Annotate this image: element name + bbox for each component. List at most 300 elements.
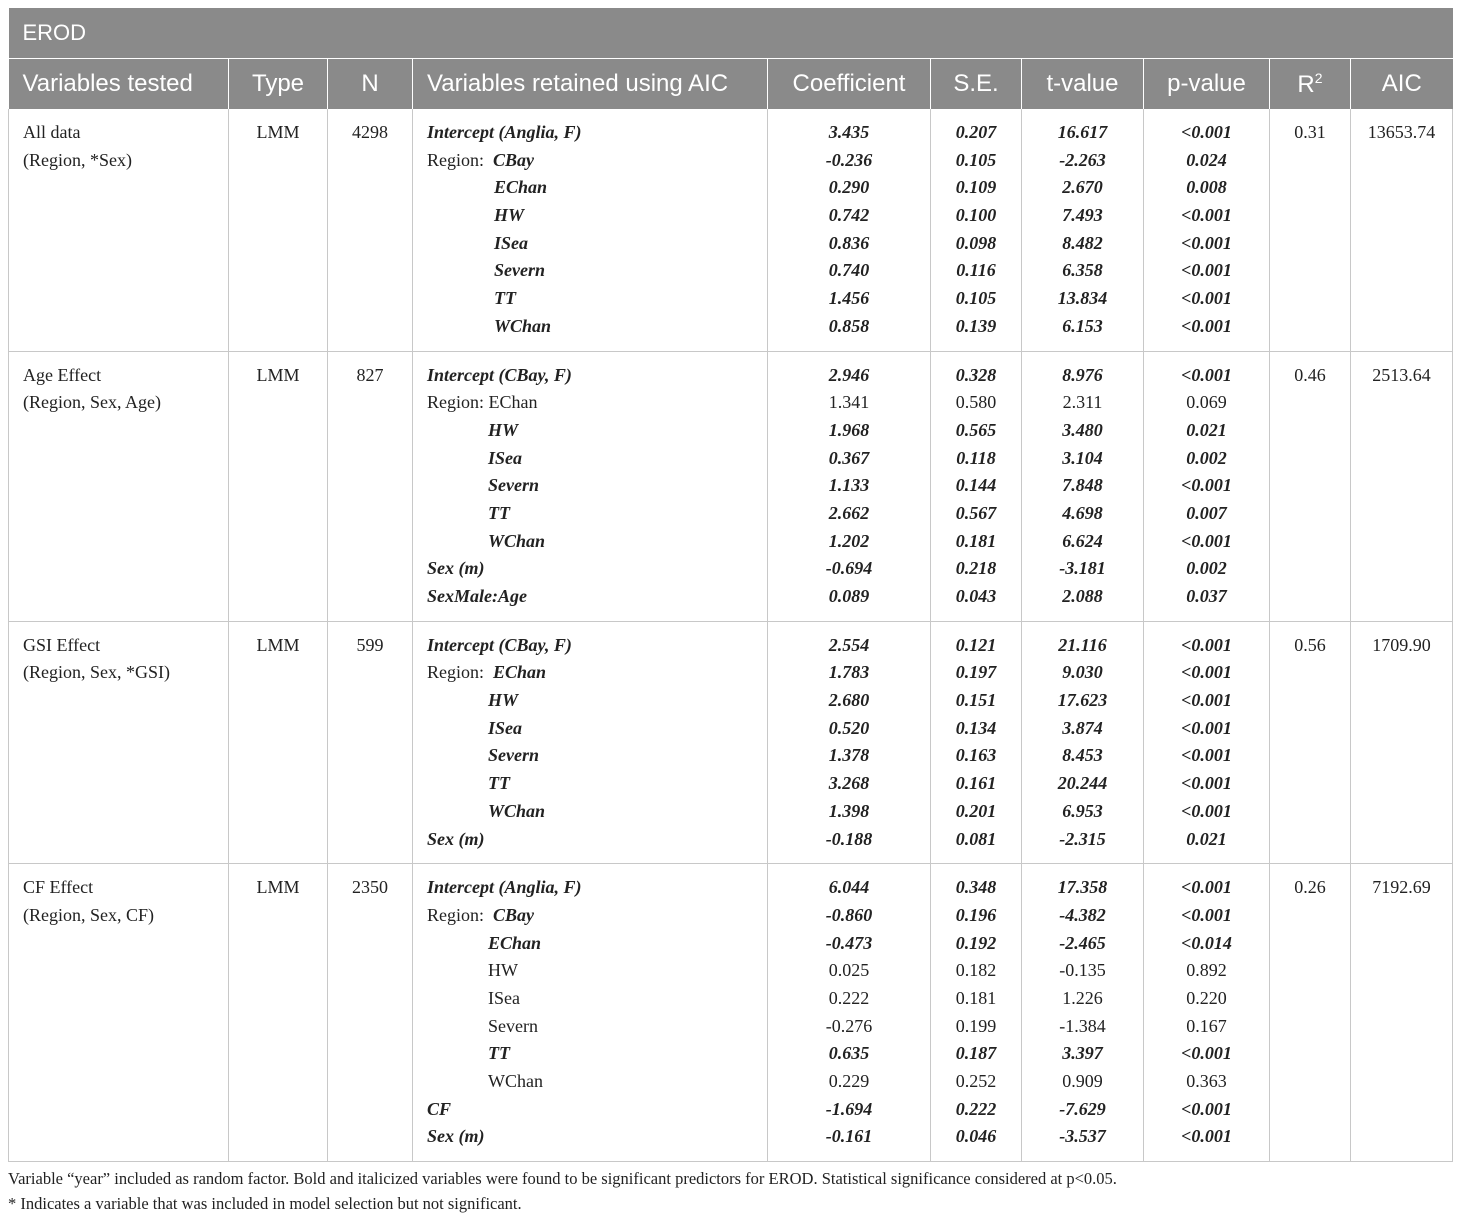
p-value: <0.001 [1181, 1126, 1232, 1147]
sample-size: 2350 [352, 877, 388, 898]
cell-n [328, 621, 413, 864]
coefficient-value: 1.456 [828, 288, 870, 309]
variable-name: ISea [488, 717, 523, 738]
header-se: S.E. [931, 59, 1022, 110]
header-variables-retained: Variables retained using AIC [413, 59, 768, 110]
se-value: 0.207 [955, 122, 997, 142]
retained-variable [427, 285, 767, 313]
variable-name: WChan [488, 800, 546, 821]
header-r-squared-sup: 2 [1314, 69, 1323, 86]
se-value: 0.567 [955, 502, 997, 523]
cell-t-value [1022, 109, 1144, 351]
t-value: 2.670 [1062, 177, 1103, 198]
t-value: -3.181 [1059, 558, 1106, 579]
t-value: 16.617 [1057, 122, 1108, 142]
coefficient-value: 1.783 [828, 662, 870, 683]
coefficient-value: 0.089 [828, 586, 870, 606]
retained-variable [427, 826, 767, 854]
t-value: 17.623 [1057, 690, 1108, 711]
cell-variables-tested [9, 621, 229, 864]
se-value: 0.328 [955, 364, 997, 385]
coefficient-value: 0.222 [828, 987, 870, 1008]
se-value: 0.580 [955, 392, 997, 413]
p-value: <0.001 [1181, 717, 1232, 738]
t-value: -0.135 [1059, 960, 1106, 981]
variable-name: EChan [488, 932, 542, 953]
coefficient-value: 1.133 [828, 475, 870, 496]
retained-variable [427, 313, 767, 341]
se-value: 0.201 [955, 800, 997, 821]
se-value: 0.187 [955, 1043, 997, 1064]
coefficient-value: 3.435 [828, 122, 870, 142]
model-type: LMM [256, 122, 300, 142]
p-value: <0.001 [1181, 1043, 1232, 1064]
aic-value: 2513.64 [1372, 364, 1431, 385]
r-squared-value: 0.26 [1294, 877, 1326, 898]
cell-coefficient [768, 351, 931, 621]
retained-variable [427, 389, 767, 417]
retained-variable [427, 555, 767, 583]
cell-r-squared [1270, 109, 1351, 351]
t-value: -7.629 [1059, 1098, 1106, 1119]
header-aic: AIC [1351, 59, 1453, 110]
coefficient-value: -0.473 [825, 932, 873, 953]
retained-variable [427, 1068, 767, 1096]
t-value: 4.698 [1062, 502, 1103, 523]
cell-n [328, 864, 413, 1162]
variable-name: TT [488, 502, 510, 523]
cell-aic [1351, 864, 1453, 1162]
t-value: -2.315 [1059, 828, 1106, 849]
header-coefficient: Coefficient [768, 59, 931, 110]
retained-variable [427, 119, 767, 147]
p-value: 0.069 [1186, 392, 1227, 413]
header-n: N [328, 59, 413, 110]
sample-size: 4298 [352, 122, 388, 142]
se-value: 0.105 [955, 149, 997, 170]
erod-results-table [8, 8, 1453, 1162]
cell-r-squared [1270, 351, 1351, 621]
cell-variables-retained [413, 864, 768, 1162]
se-value: 0.151 [955, 690, 997, 711]
r-squared-value: 0.56 [1294, 634, 1326, 655]
cell-se [931, 351, 1022, 621]
footnote-1: Variable “year” included as random factor. Bold and italicized variables were found to be significant predictors for EROD. Statistical significance considered at p<0.05. [8, 1169, 1117, 1188]
p-value: <0.001 [1181, 634, 1232, 655]
p-value: <0.001 [1181, 475, 1232, 496]
t-value: 3.104 [1062, 447, 1103, 468]
model-type: LMM [256, 634, 300, 655]
coefficient-value: 0.229 [828, 1071, 870, 1091]
retained-variable [427, 147, 767, 175]
model-group [9, 109, 1453, 351]
cell-aic [1351, 109, 1453, 351]
se-value: 0.565 [955, 419, 997, 440]
coefficient-value: 1.202 [828, 530, 870, 551]
p-value: <0.001 [1181, 232, 1232, 253]
model-type: LMM [256, 364, 300, 385]
retained-variable [427, 230, 767, 258]
se-value: 0.081 [955, 828, 997, 849]
coefficient-value: 0.836 [828, 232, 870, 253]
header-type: Type [229, 59, 328, 110]
retained-variable [427, 1096, 767, 1124]
variable-name: HW [494, 205, 525, 226]
t-value: 7.493 [1062, 205, 1103, 226]
p-value: 0.024 [1186, 149, 1227, 170]
p-value: 0.007 [1186, 502, 1227, 523]
variable-name: Sex (m) [427, 558, 485, 579]
coefficient-value: 0.520 [828, 717, 870, 738]
p-value: 0.220 [1186, 987, 1227, 1008]
model-variables: (Region, Sex, *GSI) [23, 662, 170, 683]
p-value: 0.037 [1186, 586, 1227, 606]
coefficient-value: 0.742 [828, 205, 870, 226]
cell-p-value [1144, 621, 1270, 864]
se-value: 0.218 [955, 558, 997, 579]
coefficient-value: 1.341 [828, 392, 870, 413]
se-value: 0.134 [955, 717, 997, 738]
coefficient-value: 0.740 [828, 260, 870, 281]
cell-variables-retained [413, 351, 768, 621]
footnote-2: * Indicates a variable that was included in model selection but not significant. [8, 1194, 522, 1213]
t-value: 6.624 [1062, 530, 1103, 551]
coefficient-value: -0.860 [825, 904, 873, 925]
cell-n [328, 351, 413, 621]
t-value: 3.480 [1062, 419, 1103, 440]
retained-variable [427, 957, 767, 985]
variable-name: CF [427, 1098, 452, 1119]
cell-variables-tested [9, 351, 229, 621]
t-value: 2.311 [1062, 392, 1103, 413]
t-value: 9.030 [1062, 662, 1103, 683]
region-prefix: Region: [427, 904, 493, 925]
sample-size: 827 [356, 364, 384, 385]
p-value: 0.021 [1186, 828, 1227, 849]
variable-name: HW [488, 690, 519, 711]
p-value: 0.002 [1186, 558, 1227, 579]
retained-variable [427, 528, 767, 556]
variable-name: SexMale:Age [427, 586, 527, 606]
t-value: 1.226 [1062, 987, 1103, 1008]
cell-variables-tested [9, 109, 229, 351]
cell-n [328, 109, 413, 351]
cell-p-value [1144, 864, 1270, 1162]
retained-variable [427, 985, 767, 1013]
model-name: GSI Effect [23, 634, 101, 655]
cell-type [229, 109, 328, 351]
variable-name: Severn [488, 475, 539, 496]
retained-variable [427, 202, 767, 230]
header-r-squared [1270, 59, 1351, 110]
se-value: 0.163 [955, 745, 997, 766]
retained-variable [427, 174, 767, 202]
p-value: 0.892 [1186, 960, 1227, 981]
t-value: 6.953 [1062, 800, 1103, 821]
r-squared-value: 0.46 [1294, 364, 1326, 385]
model-name: All data [23, 122, 81, 142]
p-value: <0.001 [1181, 288, 1232, 309]
retained-variable [427, 445, 767, 473]
coefficient-value: 1.968 [828, 419, 870, 440]
cell-variables-tested [9, 864, 229, 1162]
variable-name: Intercept (CBay, F) [427, 634, 572, 655]
variable-name: TT [488, 1043, 510, 1064]
retained-variable [427, 583, 767, 611]
t-value: 21.116 [1058, 634, 1107, 655]
se-value: 0.109 [955, 177, 997, 198]
se-value: 0.118 [956, 447, 996, 468]
table-header-row [9, 59, 1453, 110]
p-value: <0.001 [1181, 877, 1232, 898]
retained-variable [427, 687, 767, 715]
p-value: 0.167 [1186, 1015, 1227, 1036]
se-value: 0.199 [955, 1015, 997, 1036]
se-value: 0.105 [955, 288, 997, 309]
t-value: 0.909 [1062, 1071, 1103, 1091]
cell-t-value [1022, 864, 1144, 1162]
coefficient-value: 2.946 [828, 364, 870, 385]
aic-value: 7192.69 [1372, 877, 1431, 898]
coefficient-value: 1.378 [828, 745, 870, 766]
model-group [9, 351, 1453, 621]
coefficient-value: -0.188 [825, 828, 873, 849]
r-squared-value: 0.31 [1294, 122, 1326, 142]
coefficient-value: 3.268 [828, 773, 870, 794]
cell-t-value [1022, 621, 1144, 864]
variable-name: Severn [488, 1015, 538, 1036]
t-value: 17.358 [1057, 877, 1108, 898]
variable-name: WChan [488, 1071, 543, 1091]
model-group [9, 864, 1453, 1162]
table-title-row [9, 8, 1453, 59]
region-prefix: Region: [427, 149, 493, 170]
cell-variables-retained [413, 109, 768, 351]
retained-variable [427, 659, 767, 687]
cell-t-value [1022, 351, 1144, 621]
t-value: -2.465 [1059, 932, 1106, 953]
variable-name: Intercept (CBay, F) [427, 364, 572, 385]
se-value: 0.222 [955, 1098, 997, 1119]
variable-name: Intercept (Anglia, F) [427, 877, 582, 898]
variable-name: ISea [488, 987, 520, 1008]
cell-coefficient [768, 864, 931, 1162]
se-value: 0.182 [955, 960, 997, 981]
p-value: <0.001 [1181, 315, 1232, 336]
se-value: 0.252 [955, 1071, 997, 1091]
t-value: 6.358 [1062, 260, 1103, 281]
cell-r-squared [1270, 621, 1351, 864]
se-value: 0.043 [955, 586, 997, 606]
cell-aic [1351, 621, 1453, 864]
cell-aic [1351, 351, 1453, 621]
cell-coefficient [768, 109, 931, 351]
variable-name: Intercept (Anglia, F) [427, 122, 582, 142]
se-value: 0.197 [955, 662, 997, 683]
p-value: <0.001 [1181, 122, 1232, 142]
coefficient-value: 0.635 [828, 1043, 870, 1064]
retained-variable [427, 632, 767, 660]
se-value: 0.192 [955, 932, 997, 953]
coefficient-value: 2.662 [828, 502, 870, 523]
se-value: 0.181 [955, 530, 997, 551]
cell-se [931, 109, 1022, 351]
header-p-value: p-value [1144, 59, 1270, 110]
p-value: <0.001 [1181, 904, 1232, 925]
cell-se [931, 864, 1022, 1162]
p-value: <0.001 [1181, 260, 1232, 281]
t-value: 20.244 [1057, 773, 1108, 794]
model-name: CF Effect [23, 877, 94, 898]
coefficient-value: -1.694 [825, 1098, 873, 1119]
table-row [9, 351, 1453, 621]
t-value: 13.834 [1057, 288, 1108, 309]
t-value: 8.976 [1062, 364, 1103, 385]
p-value: 0.002 [1186, 447, 1227, 468]
variable-name: TT [488, 773, 510, 794]
p-value: 0.021 [1186, 419, 1227, 440]
header-t-value: t-value [1022, 59, 1144, 110]
cell-r-squared [1270, 864, 1351, 1162]
se-value: 0.100 [955, 205, 997, 226]
coefficient-value: 2.554 [828, 634, 870, 655]
variable-name: Sex (m) [427, 1126, 485, 1147]
variable-name: Severn [494, 260, 545, 281]
p-value: <0.001 [1181, 800, 1232, 821]
model-variables: (Region, Sex, CF) [23, 904, 155, 925]
retained-variable [427, 770, 767, 798]
retained-variable [427, 1040, 767, 1068]
t-value: -2.263 [1059, 149, 1106, 170]
variable-name: TT [494, 288, 516, 309]
se-value: 0.121 [955, 634, 997, 655]
variable-name: CBay [493, 149, 535, 170]
cell-variables-retained [413, 621, 768, 864]
se-value: 0.046 [955, 1126, 997, 1147]
variable-name: Sex (m) [427, 828, 485, 849]
aic-value: 13653.74 [1367, 122, 1436, 142]
t-value: 2.088 [1062, 586, 1103, 606]
coefficient-value: 0.858 [828, 315, 870, 336]
results-table-container [8, 8, 1452, 1162]
retained-variable [427, 500, 767, 528]
se-value: 0.098 [955, 232, 997, 253]
cell-type [229, 351, 328, 621]
p-value: 0.008 [1186, 177, 1227, 198]
variable-name: ISea [494, 232, 529, 253]
t-value: 7.848 [1062, 475, 1103, 496]
table-row [9, 621, 1453, 864]
table-title: EROD [9, 8, 1453, 59]
coefficient-value: -0.276 [825, 1015, 873, 1036]
se-value: 0.181 [955, 987, 997, 1008]
variable-name: CBay [493, 904, 535, 925]
variable-name: EChan [493, 662, 547, 683]
aic-value: 1709.90 [1372, 634, 1431, 655]
se-value: 0.348 [955, 877, 997, 898]
t-value: 3.874 [1062, 717, 1103, 738]
variable-name: EChan [488, 392, 538, 413]
cell-p-value [1144, 109, 1270, 351]
cell-type [229, 864, 328, 1162]
se-value: 0.139 [955, 315, 997, 336]
p-value: <0.001 [1181, 690, 1232, 711]
retained-variable [427, 742, 767, 770]
cell-se [931, 621, 1022, 864]
coefficient-value: 0.025 [828, 960, 870, 981]
header-r-squared-base: R [1297, 70, 1315, 98]
t-value: 3.397 [1062, 1043, 1103, 1064]
retained-variable [427, 362, 767, 390]
model-variables: (Region, *Sex) [23, 149, 132, 170]
p-value: <0.001 [1181, 530, 1232, 551]
variable-name: Severn [488, 745, 539, 766]
t-value: 6.153 [1062, 315, 1103, 336]
table-footnotes [8, 1166, 1452, 1216]
table-row [9, 864, 1453, 1162]
cell-p-value [1144, 351, 1270, 621]
coefficient-value: -0.236 [825, 149, 873, 170]
coefficient-value: 2.680 [828, 690, 870, 711]
model-name: Age Effect [23, 364, 102, 385]
retained-variable [427, 417, 767, 445]
retained-variable [427, 874, 767, 902]
model-variables: (Region, Sex, Age) [23, 392, 161, 413]
variable-name: HW [488, 419, 519, 440]
t-value: 8.482 [1062, 232, 1103, 253]
p-value: <0.014 [1181, 932, 1232, 953]
se-value: 0.144 [955, 475, 997, 496]
coefficient-value: -0.694 [825, 558, 873, 579]
p-value: <0.001 [1181, 745, 1232, 766]
p-value: 0.363 [1186, 1071, 1227, 1091]
variable-name: EChan [494, 177, 548, 198]
p-value: <0.001 [1181, 205, 1232, 226]
p-value: <0.001 [1181, 1098, 1232, 1119]
retained-variable [427, 930, 767, 958]
table-row [9, 109, 1453, 351]
coefficient-value: 6.044 [828, 877, 870, 898]
model-type: LMM [256, 877, 300, 898]
t-value: -3.537 [1059, 1126, 1106, 1147]
variable-name: ISea [488, 447, 523, 468]
t-value: -4.382 [1059, 904, 1106, 925]
retained-variable [427, 715, 767, 743]
variable-name: WChan [494, 315, 552, 336]
p-value: <0.001 [1181, 364, 1232, 385]
se-value: 0.116 [956, 260, 996, 281]
p-value: <0.001 [1181, 662, 1232, 683]
coefficient-value: 1.398 [828, 800, 870, 821]
retained-variable [427, 1123, 767, 1151]
cell-type [229, 621, 328, 864]
retained-variable [427, 257, 767, 285]
cell-coefficient [768, 621, 931, 864]
coefficient-value: 0.290 [828, 177, 870, 198]
t-value: 8.453 [1062, 745, 1103, 766]
variable-name: WChan [488, 530, 546, 551]
retained-variable [427, 902, 767, 930]
model-group [9, 621, 1453, 864]
se-value: 0.196 [955, 904, 997, 925]
retained-variable [427, 798, 767, 826]
sample-size: 599 [356, 634, 384, 655]
se-value: 0.161 [955, 773, 997, 794]
retained-variable [427, 472, 767, 500]
coefficient-value: -0.161 [825, 1126, 873, 1147]
retained-variable [427, 1013, 767, 1041]
p-value: <0.001 [1181, 773, 1232, 794]
